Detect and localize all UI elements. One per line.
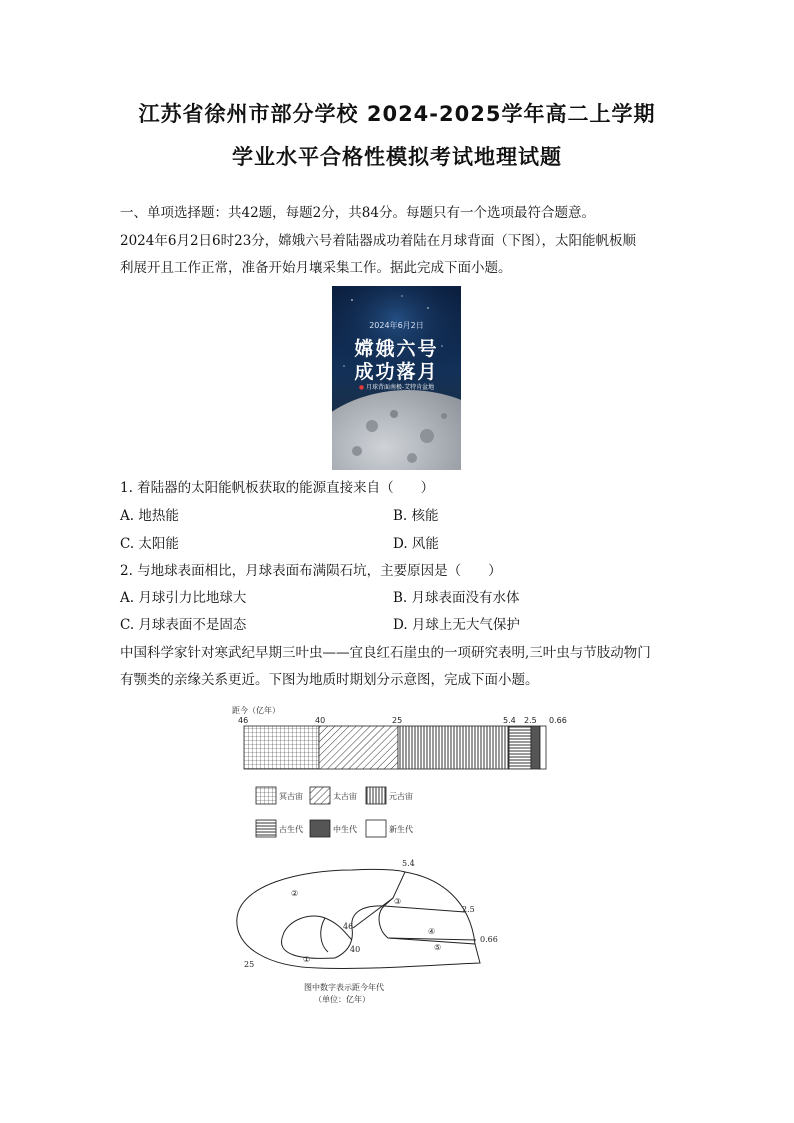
timeline-tick-40: 40 xyxy=(315,716,326,725)
intro-1-line-1: 2024年6月2日6时23分，嫦娥六号着陆器成功着陆在月球背面（下图），太阳能帆板顺 xyxy=(120,233,637,249)
timeline-tick-25: 25 xyxy=(392,716,403,725)
spiral-region-2: ② xyxy=(291,889,299,898)
intro-1-line-2: 利展开且工作正常，准备开始月壤采集工作。据此完成下面小题。 xyxy=(120,260,512,276)
timeline-segment-paleozoic xyxy=(509,726,531,769)
legend-label-hadean: 冥古宙 xyxy=(279,792,303,801)
legend-label-mesozoic: 中生代 xyxy=(333,825,357,834)
legend-swatch-cenozoic xyxy=(366,820,386,837)
timeline-tick-0-66: 0.66 xyxy=(549,716,567,725)
spiral-region-5: ⑤ xyxy=(434,943,442,952)
poster-location-text: 月球背面南极-艾特肯盆地 xyxy=(366,384,435,391)
spiral-divider-2-5 xyxy=(384,906,465,912)
spiral-age-25: 25 xyxy=(244,960,255,969)
timeline-tick-5-4: 5.4 xyxy=(503,716,516,725)
timeline-segment-proterozoic xyxy=(398,726,509,769)
title-line-1: 江苏省徐州市部分学校 2024-2025学年高二上学期 xyxy=(138,102,656,126)
timeline-segment-mesozoic xyxy=(531,726,540,769)
spiral-divider-25 xyxy=(353,898,393,928)
question-1-stem: 1. 着陆器的太阳能帆板获取的能源直接来自（ ） xyxy=(120,480,435,496)
question-2-option-d: D. 月球上无大气保护 xyxy=(393,617,520,633)
timeline-bar xyxy=(244,726,546,769)
question-2-stem: 2. 与地球表面相比，月球表面布满陨石坑，主要原因是（ ） xyxy=(120,563,502,579)
spiral-core-curve xyxy=(282,916,352,958)
map-pin-icon: ● xyxy=(358,384,365,391)
legend-label-proterozoic: 元古宙 xyxy=(389,792,413,801)
poster-date: 2024年6月2日 xyxy=(369,321,424,330)
legend-swatch-mesozoic xyxy=(310,820,330,837)
legend-label-archean: 太古宙 xyxy=(333,792,357,801)
question-1-option-a: A. 地热能 xyxy=(120,508,179,524)
timeline-segment-archean xyxy=(319,726,398,769)
question-1-option-c: C. 太阳能 xyxy=(120,536,179,552)
timeline-segment-cenozoic xyxy=(540,726,546,769)
legend-label-cenozoic: 新生代 xyxy=(389,825,413,834)
timeline-axis-label: 距今（亿年） xyxy=(232,706,280,715)
question-1-option-d: D. 风能 xyxy=(393,536,439,552)
spiral-age-5-4: 5.4 xyxy=(402,859,415,868)
question-2-option-a: A. 月球引力比地球大 xyxy=(120,590,247,606)
spiral-caption-line-1: 图中数字表示距今年代 xyxy=(304,983,384,992)
spiral-region-1: ① xyxy=(303,955,311,964)
question-2-option-c: C. 月球表面不是固态 xyxy=(120,617,247,633)
legend-swatch-archean xyxy=(310,787,330,804)
question-2-option-b: B. 月球表面没有水体 xyxy=(393,590,520,606)
spiral-age-2-5: 2.5 xyxy=(462,905,475,914)
spiral-region-4: ④ xyxy=(428,927,436,936)
spiral-caption-line-2: （单位：亿年） xyxy=(314,995,370,1004)
intro-2-line-2: 有颚类的亲缘关系更近。下图为地质时期划分示意图，完成下面小题。 xyxy=(120,672,539,688)
legend-swatch-proterozoic xyxy=(366,787,386,804)
poster-headline-1: 嫦娥六号 xyxy=(354,338,439,360)
poster-headline-2: 成功落月 xyxy=(354,361,439,383)
legend-swatch-paleozoic xyxy=(256,820,276,837)
spiral-age-46: 46 xyxy=(343,922,354,931)
legend-label-paleozoic: 古生代 xyxy=(279,825,303,834)
spiral-age-40: 40 xyxy=(350,945,361,954)
timeline-legend xyxy=(256,787,413,837)
timeline-tick-46: 46 xyxy=(238,716,249,725)
intro-2-line-1: 中国科学家针对寒武纪早期三叶虫——宜良红石崖虫的一项研究表明,三叶虫与节肢动物门 xyxy=(120,645,651,661)
timeline-tick-2-5: 2.5 xyxy=(524,716,537,725)
spiral-core-inner xyxy=(321,918,328,952)
spiral-region-3: ③ xyxy=(394,897,402,906)
spiral-age-0-66: 0.66 xyxy=(480,935,498,944)
timeline-segment-hadean xyxy=(244,726,319,769)
section-header: 一、单项选择题：共42题，每题2分，共84分。每题只有一个选项最符合题意。 xyxy=(120,205,595,221)
legend-swatch-hadean xyxy=(256,787,276,804)
title-line-2: 学业水平合格性模拟考试地理试题 xyxy=(232,145,562,169)
question-1-option-b: B. 核能 xyxy=(393,508,439,524)
